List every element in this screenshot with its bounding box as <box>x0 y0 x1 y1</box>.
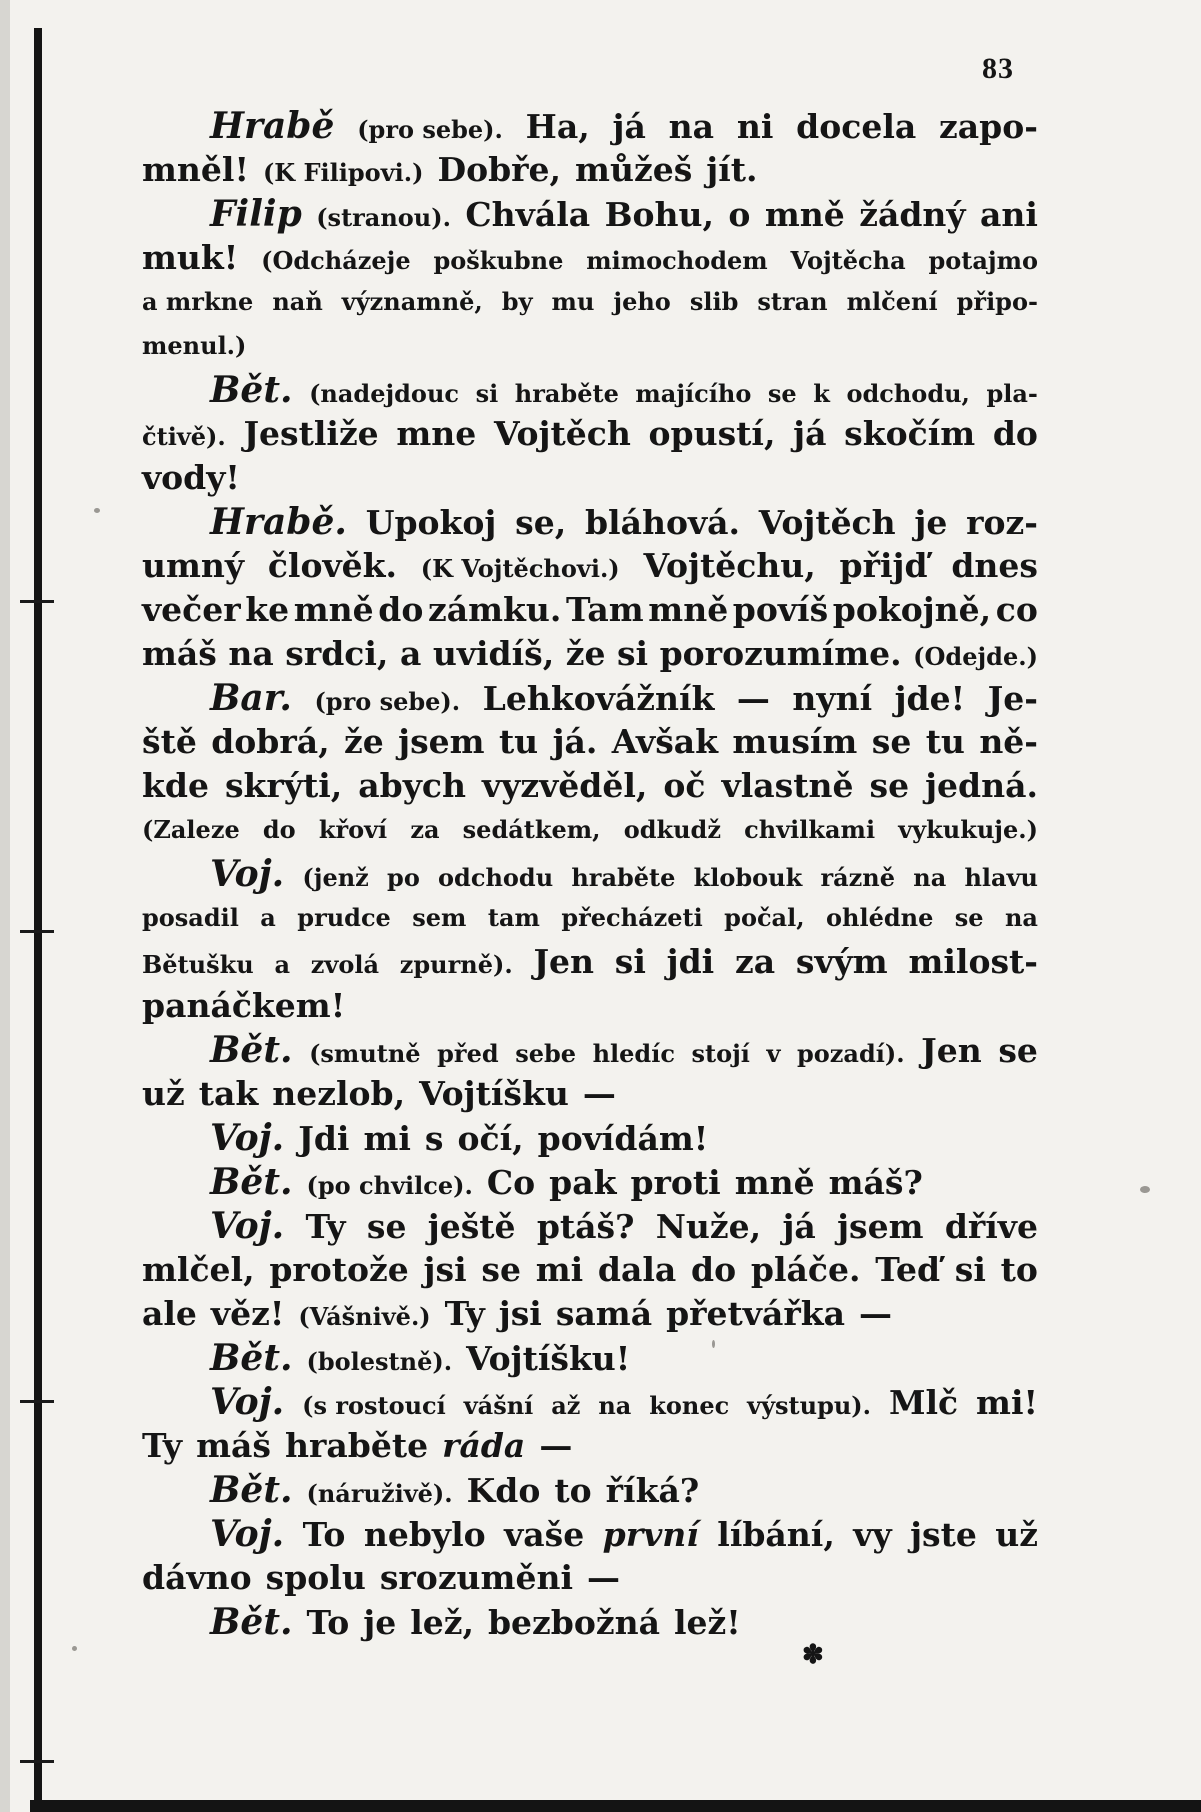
text-word: říká? <box>605 1471 700 1510</box>
stage-direction-word: pla- <box>986 379 1038 408</box>
stage-direction-word: za <box>410 815 440 844</box>
text-word: mně <box>648 590 729 629</box>
stage-direction-word: (pro sebe). <box>314 687 461 716</box>
text-line <box>142 456 1038 500</box>
text-word: tak <box>198 1074 259 1113</box>
text-word: mlčel, <box>142 1250 255 1289</box>
stage-direction-word: (náruživě). <box>306 1479 453 1508</box>
stage-direction-word: si <box>475 379 499 408</box>
text-word: dnes <box>951 546 1038 585</box>
text-word: milost- <box>908 942 1038 981</box>
scan-speck <box>94 508 100 513</box>
text-word: že <box>344 722 384 761</box>
text-word: mně <box>293 590 374 629</box>
stage-direction-word: na <box>913 863 947 892</box>
text-word: máš <box>196 1426 271 1465</box>
text-word: proti <box>630 1163 721 1202</box>
stage-direction-word: na <box>1004 903 1038 932</box>
stage-direction-word: (smutně <box>309 1039 421 1068</box>
text-line <box>142 632 1038 676</box>
stage-direction-word: zpurně). <box>399 950 513 979</box>
text-word: mně <box>764 195 845 234</box>
text-word: ni <box>736 107 774 146</box>
text-word: jdi <box>666 942 715 981</box>
text-word: pláče. <box>750 1250 861 1289</box>
text-word: Kdo <box>466 1471 541 1510</box>
text-word: lež! <box>674 1603 741 1642</box>
text-line <box>142 1116 1038 1160</box>
text-line <box>142 500 1038 544</box>
text-line <box>142 324 1038 368</box>
speaker-name: Hrabě. <box>210 501 347 543</box>
stage-direction-word: po <box>387 863 420 892</box>
text-word: skrýti, <box>224 766 343 805</box>
stage-direction-word: v <box>766 1039 781 1068</box>
text-word: Bohu, <box>604 195 714 234</box>
text-word: máš? <box>828 1163 923 1202</box>
text-word: přetvářka <box>666 1294 845 1333</box>
text-word: se <box>869 766 910 805</box>
text-word: vy <box>853 1515 892 1554</box>
stage-direction-word: k <box>813 379 830 408</box>
text-word: do <box>691 1250 737 1289</box>
stage-direction-word: zvolá <box>310 950 379 979</box>
text-line <box>142 412 1038 456</box>
stage-direction-word: přecházeti <box>561 903 703 932</box>
stage-direction-word: před <box>437 1039 499 1068</box>
text-word: Ty <box>142 1426 183 1465</box>
stage-direction-word: Bětušku <box>142 950 254 979</box>
stage-direction-word: (nadejdouc <box>309 379 460 408</box>
text-word: můžeš <box>575 150 693 189</box>
stage-direction-word: mu <box>551 287 595 316</box>
text-word: Ty <box>444 1294 485 1333</box>
stage-direction-word: na <box>598 1391 632 1420</box>
stage-direction-word: vášní <box>463 1391 534 1420</box>
speaker-name: Bar. <box>210 677 292 719</box>
text-word: je <box>363 1603 397 1642</box>
stage-direction-word: pozadí). <box>797 1039 905 1068</box>
stage-direction-word: potajmo <box>928 246 1038 275</box>
text-word: na <box>228 634 274 673</box>
stage-direction-word: by <box>501 287 533 316</box>
text-line <box>142 588 1038 632</box>
stage-direction-word: mimochodem <box>586 246 768 275</box>
text-word: ke <box>245 590 290 629</box>
text-word: první <box>602 1515 699 1554</box>
text-word: samá <box>555 1294 653 1333</box>
stage-direction-word: sebe <box>515 1039 577 1068</box>
text-word: se, <box>515 503 567 542</box>
text-word: Teď <box>875 1250 941 1289</box>
spine-tick <box>20 1760 54 1763</box>
text-word: — <box>587 1558 620 1597</box>
text-word: se <box>481 1250 521 1289</box>
stage-direction-word: mlčení <box>846 287 938 316</box>
stage-direction-word: majícího <box>635 379 752 408</box>
speaker-name: Voj. <box>210 853 285 895</box>
text-line <box>142 896 1038 940</box>
text-word: si <box>616 634 649 673</box>
text-word: kde <box>142 766 209 805</box>
stage-direction-word: naň <box>272 287 323 316</box>
page-bottom-edge <box>30 1800 1201 1812</box>
stage-direction-word: (Odejde.) <box>913 642 1038 671</box>
text-word: — <box>858 1294 892 1333</box>
text-word: já <box>782 1207 816 1246</box>
stage-direction-word: (pro sebe). <box>357 115 503 144</box>
text-line <box>142 1468 1038 1512</box>
text-word: bezbožná <box>487 1603 660 1642</box>
text-word: Vojtíšku <box>419 1074 569 1113</box>
text-word: oč <box>663 766 706 805</box>
speaker-name: Hrabě <box>210 105 335 147</box>
stage-direction-word: čtivě). <box>142 422 226 451</box>
stage-direction-word: až <box>551 1391 581 1420</box>
text-word: ště <box>142 722 197 761</box>
text-line <box>142 1160 1038 1204</box>
text-word: už <box>142 1074 185 1113</box>
text-word: pokojně, <box>832 590 992 629</box>
stage-direction-word: chvilkami <box>744 815 876 844</box>
text-word: umný <box>142 546 245 585</box>
text-word: To <box>302 1515 346 1554</box>
text-word: ale <box>142 1294 197 1333</box>
stage-direction-word: (bolestně). <box>306 1347 453 1376</box>
stage-direction-word: do <box>262 815 296 844</box>
text-word: dávno <box>142 1558 252 1597</box>
stage-direction-word: slib <box>689 287 739 316</box>
stage-direction-word: připo- <box>956 287 1038 316</box>
text-word: zámku. <box>427 590 562 629</box>
text-word: a <box>399 634 422 673</box>
text-word: Jen <box>533 942 595 981</box>
text-word: Vojtěch <box>493 414 631 453</box>
text-word: to <box>554 1471 592 1510</box>
scan-edge <box>0 0 10 1812</box>
stage-direction-word: odchodu <box>438 863 554 892</box>
speaker-name: Bět. <box>210 1469 293 1511</box>
stage-direction-word: rázně <box>820 863 896 892</box>
text-word: Chvála <box>465 195 591 234</box>
text-word: Nuže, <box>655 1207 762 1246</box>
text-word: s <box>424 1119 444 1158</box>
text-word: Dobře, <box>437 150 562 189</box>
text-word: Jestliže <box>243 414 379 453</box>
text-word: uvidíš, <box>432 634 555 673</box>
stage-direction-word: stran <box>757 287 828 316</box>
stage-direction-word: (K Filipovi.) <box>262 158 424 187</box>
text-word: musím <box>732 722 858 761</box>
text-word: vody! <box>142 458 240 497</box>
text-word: do <box>378 590 424 629</box>
text-word: vyzvěděl, <box>482 766 648 805</box>
text-word: muk! <box>142 238 239 277</box>
text-word: já. <box>552 722 598 761</box>
text-line <box>142 676 1038 720</box>
stage-direction-word: (Zaleze <box>142 815 240 844</box>
stage-direction-word: hlavu <box>964 863 1038 892</box>
text-word: — <box>582 1074 616 1113</box>
text-word: mněl! <box>142 150 249 189</box>
text-word: abych <box>358 766 466 805</box>
text-word: srozuměni <box>379 1558 573 1597</box>
text-word: Jdi <box>298 1119 350 1158</box>
text-word: že <box>565 634 606 673</box>
stage-direction-word: významně, <box>341 287 483 316</box>
text-word: Co <box>486 1163 536 1202</box>
text-word: srdci, <box>285 634 389 673</box>
text-word: se <box>871 722 912 761</box>
stage-direction-word: hledíc <box>592 1039 675 1068</box>
text-word: Ty <box>305 1207 346 1246</box>
page-spine <box>34 28 42 1812</box>
text-line <box>142 1204 1038 1248</box>
stage-direction-word: počal, <box>724 903 805 932</box>
text-word: jsem <box>837 1207 924 1246</box>
text-word: co <box>995 590 1038 629</box>
stage-direction-word: a <box>274 950 290 979</box>
stage-direction-word: ohlédne <box>826 903 934 932</box>
text-word: líbání, <box>717 1515 835 1554</box>
text-line <box>142 984 1038 1028</box>
stage-direction-word: (jenž <box>302 863 369 892</box>
text-word: já <box>793 414 827 453</box>
stage-direction-word: stojí <box>691 1039 750 1068</box>
text-word: přijď <box>839 546 928 585</box>
speaker-name: Bět. <box>210 1161 293 1203</box>
text-word: bláhová. <box>584 503 741 542</box>
text-word: povíš <box>732 590 829 629</box>
text-word: svým <box>795 942 888 981</box>
text-word: jsi <box>423 1250 467 1289</box>
text-word: žádný <box>859 195 966 234</box>
text-word: nezlob, <box>272 1074 406 1113</box>
stage-direction-word: odkudž <box>623 815 721 844</box>
text-line <box>142 1248 1038 1292</box>
text-word: to <box>1000 1250 1038 1289</box>
text-line <box>142 720 1038 764</box>
text-line <box>142 1028 1038 1072</box>
text-word: ani <box>980 195 1038 234</box>
text-word: Ha, <box>525 107 590 146</box>
spine-tick <box>20 600 54 603</box>
text-word: Lehkovážník <box>482 679 715 718</box>
text-line <box>142 148 1038 192</box>
text-word: — <box>736 679 770 718</box>
text-word: pak <box>549 1163 617 1202</box>
spine-tick <box>20 1400 54 1403</box>
text-word: dobrá, <box>211 722 330 761</box>
scan-speck <box>72 1646 77 1651</box>
text-line <box>142 192 1038 236</box>
text-word: za <box>734 942 776 981</box>
text-word: mne <box>396 414 477 453</box>
text-word: očí, <box>457 1119 524 1158</box>
speaker-name: Voj. <box>210 1117 285 1159</box>
text-word: dala <box>597 1250 677 1289</box>
text-line <box>142 1292 1038 1336</box>
stage-direction-word: (Vášnivě.) <box>298 1302 431 1331</box>
stage-direction-word: odchodu, <box>846 379 970 408</box>
text-word: Jen <box>921 1031 982 1070</box>
text-word: porozumíme. <box>659 634 902 673</box>
stage-direction-word: jeho <box>613 287 671 316</box>
text-word: tu <box>498 722 539 761</box>
text-line <box>142 280 1038 324</box>
text-word: zapo- <box>939 107 1038 146</box>
text-word: povídám! <box>537 1119 709 1158</box>
text-line <box>142 104 1038 148</box>
text-word: mně <box>734 1163 815 1202</box>
stage-direction-word: a mrkne <box>142 287 254 316</box>
text-word: na <box>668 107 715 146</box>
text-word: jedná. <box>925 766 1038 805</box>
text-line <box>142 1336 1038 1380</box>
stage-direction-word: sedátkem, <box>462 815 601 844</box>
text-word: ráda <box>442 1426 526 1465</box>
text-word: mi <box>535 1250 584 1289</box>
page-number: 83 <box>982 52 1014 85</box>
text-word: hraběte <box>285 1426 429 1465</box>
text-word: tu <box>925 722 965 761</box>
text-line <box>142 236 1038 280</box>
speaker-name: Bět. <box>210 1029 293 1071</box>
text-word: mi <box>363 1119 411 1158</box>
text-line <box>142 1556 1038 1600</box>
text-word: nyní <box>792 679 873 718</box>
stage-direction-word: vykukuje.) <box>898 815 1038 844</box>
stage-direction-word: hraběte <box>514 379 619 408</box>
text-word: jde! <box>894 679 966 718</box>
text-line <box>142 368 1038 412</box>
text-word: se <box>998 1031 1038 1070</box>
speaker-name: Voj. <box>210 1513 285 1555</box>
stage-direction-word: křoví <box>318 815 388 844</box>
text-word: Vojtíšku! <box>466 1339 631 1378</box>
text-word: ještě <box>427 1207 516 1246</box>
stage-direction-word: Vojtěcha <box>790 246 906 275</box>
text-word: jít. <box>706 150 758 189</box>
stage-direction-word: menul.) <box>142 331 247 360</box>
text-word: Mlč <box>888 1383 959 1422</box>
spine-tick <box>20 930 54 933</box>
text-line <box>142 1424 1038 1468</box>
ornament-asterisk: ✽ <box>802 1640 824 1670</box>
text-word: Avšak <box>611 722 719 761</box>
text-word: Tam <box>565 590 644 629</box>
text-word: panáčkem! <box>142 986 346 1025</box>
text-word: věz! <box>210 1294 285 1333</box>
text-word: opustí, <box>648 414 776 453</box>
stage-direction-word: se <box>954 903 984 932</box>
stage-direction-word: tam <box>487 903 540 932</box>
stage-direction-word: výstupu). <box>747 1391 872 1420</box>
text-word: mi! <box>976 1383 1038 1422</box>
speaker-name: Voj. <box>210 1381 285 1423</box>
stage-direction-word: klobouk <box>693 863 803 892</box>
stage-direction-word: konec <box>649 1391 730 1420</box>
text-line <box>142 940 1038 984</box>
speaker-name: Bět. <box>210 1601 293 1643</box>
text-word: si <box>614 942 646 981</box>
text-word: vlastně <box>721 766 854 805</box>
scan-speck <box>1140 1186 1150 1193</box>
text-word: roz- <box>966 503 1038 542</box>
stage-direction-word: poškubne <box>433 246 564 275</box>
text-line <box>142 544 1038 588</box>
text-word: máš <box>142 634 217 673</box>
text-word: si <box>954 1250 986 1289</box>
text-word: nebylo <box>363 1515 486 1554</box>
text-word: už <box>995 1515 1038 1554</box>
text-line <box>142 852 1038 896</box>
text-word: jste <box>910 1515 977 1554</box>
text-word: — <box>539 1426 573 1465</box>
text-line <box>142 1600 1038 1644</box>
text-word: jsem <box>398 722 485 761</box>
stage-direction-word: (po chvilce). <box>306 1171 473 1200</box>
stage-direction-word: (stranou). <box>316 203 451 232</box>
text-word: jsi <box>498 1294 542 1333</box>
text-word: večer <box>142 590 241 629</box>
text-word: docela <box>796 107 917 146</box>
stage-direction-word: se <box>767 379 797 408</box>
text-line <box>142 808 1038 852</box>
text-word: do <box>992 414 1038 453</box>
text-word: já <box>612 107 646 146</box>
text-word: ně- <box>979 722 1038 761</box>
text-word: Vojtěchu, <box>643 546 816 585</box>
text-word: Je- <box>987 679 1038 718</box>
text-word: protože <box>269 1250 409 1289</box>
speaker-name: Bět. <box>210 369 293 411</box>
text-word: spolu <box>265 1558 366 1597</box>
text-word: skočím <box>844 414 976 453</box>
play-text <box>142 104 1038 1644</box>
speaker-name: Filip <box>210 193 302 235</box>
text-word: lež, <box>410 1603 474 1642</box>
text-word: vaše <box>504 1515 585 1554</box>
stage-direction-word: (s rostoucí <box>302 1391 446 1420</box>
text-line <box>142 1072 1038 1116</box>
speaker-name: Bět. <box>210 1337 293 1379</box>
stage-direction-word: sem <box>412 903 467 932</box>
text-word: je <box>914 503 948 542</box>
text-word: Vojtěch <box>758 503 896 542</box>
text-word: ptáš? <box>536 1207 635 1246</box>
stage-direction-word: (Odcházeje <box>261 246 411 275</box>
stage-direction-word: a <box>260 903 276 932</box>
text-line <box>142 1512 1038 1556</box>
speaker-name: Voj. <box>210 1205 285 1247</box>
text-line <box>142 1380 1038 1424</box>
stage-direction-word: hraběte <box>571 863 676 892</box>
stage-direction-word: (K Vojtěchovi.) <box>420 554 620 583</box>
stage-direction-word: prudce <box>297 903 391 932</box>
text-word: o <box>728 195 751 234</box>
stage-direction-word: posadil <box>142 903 239 932</box>
text-word: dříve <box>944 1207 1038 1246</box>
text-word: Upokoj <box>365 503 497 542</box>
text-line <box>142 764 1038 808</box>
text-word: se <box>366 1207 407 1246</box>
text-word: To <box>306 1603 350 1642</box>
text-word: člověk. <box>267 546 398 585</box>
